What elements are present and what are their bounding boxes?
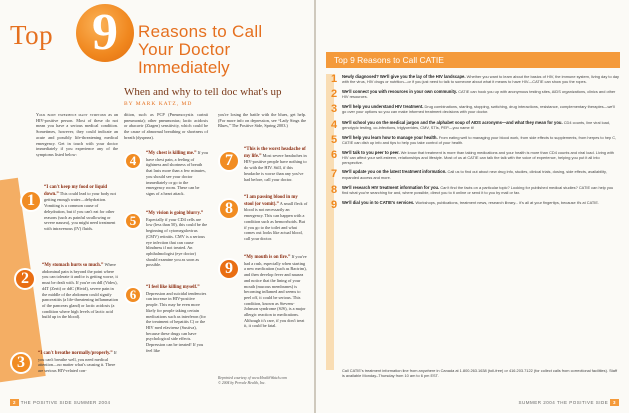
item-number: 2 [330,88,338,101]
list-item [326,89,620,100]
headline-number-badge: 9 [76,4,134,62]
reason-item [146,150,208,197]
item-number: 5 [330,133,338,146]
reason-item [44,184,120,232]
catie-contact-info: Call CATIE's treatment information line from anywhere in Canada at 1.800.263.1638 (toll-free) or 416.203.7122 (for collect calls from correctional facilities). Staff is available Monday–Thursday from 10 am to 6 pm EST. [342,368,618,379]
article-column-3 [218,112,306,132]
list-item [326,135,620,146]
reason-lead: “My mouth is on fire.” [244,255,291,260]
headline-line-3: Immediately [138,58,230,77]
item-number: 8 [330,183,338,196]
magazine-name: THE POSITIVE SIDE [20,400,72,405]
item-lead: We'll update you on the latest treatment information. [342,169,447,175]
right-folio [519,400,619,405]
reason-number-badge: 6 [124,286,142,304]
magazine-name: THE POSITIVE SIDE [556,400,609,405]
issue-date: SUMMER 2004 [73,400,111,405]
reason-lead: “I can't keep my food or liquid down.” [44,185,108,197]
headline-line-2: Your Doctor [138,40,231,59]
article-column-1 [36,112,118,161]
list-item [326,74,620,85]
list-item [326,185,620,196]
item-text: Workshops, publications, treatment news, research library... it's all at your fingertips, because it's at CATIE. [415,199,600,205]
item-text: We know that treatment is more than taking medications and your health is more than CD4 counts and viral load. Living with HIV can affect your self-esteem, relationships and lifestyle. Most of us at CATIE can talk the talk with the voice of experience, helping you put it all into perspective. [342,149,614,166]
reprint-credit-line: Reprinted courtesy of www.HealthWatch.com [218,376,287,380]
list-item [326,120,620,131]
byline: BY MARK KATZ, MD [124,101,193,107]
left-folio [10,400,110,405]
reason-number-badge: 2 [14,268,36,290]
catie-banner: Top 9 Reasons to Call CATIE [326,52,620,68]
item-lead: We'll connect you with resources in your own community. [342,89,458,95]
reason-number-badge: 7 [218,150,240,172]
list-item [326,169,620,180]
reason-lead: “I can't breathe normally/properly.” [38,351,113,356]
page-number: 3 [610,399,619,406]
catie-reasons-list [326,74,620,215]
item-number: 1 [330,73,338,85]
reason-item [146,284,208,353]
reason-text: Especially if your CD4 cells are low (less than 50), this could be the beginning of cytomegalovirus (CMV) retinitis. CMV is a serious eye infection that can cause blindness if not treated. An ophthalmologist (eye doctor) should examine you as soon as possible. [146,216,208,268]
copyright-line: © 2004 by Prevale Health, Inc. [218,381,266,385]
item-text: Whether you want to learn about the basics of HIV, the immune system, living day to day with the virus, HIV drugs or nutrition—or if you just need to talk to someone about what it means to have HIV—CATIE can show you the ropes. [342,74,619,85]
headline-line-1: Reasons to Call [138,22,263,41]
item-lead: We'll help you understand HIV treatment. [342,104,424,110]
reason-item [244,254,308,329]
reason-number-badge: 9 [218,258,240,280]
item-number: 9 [330,198,338,211]
reprint-credit [218,376,308,386]
reason-number-badge: 3 [10,352,32,374]
reason-text: If you've had a rash, especially when starting a new medication (such as Bactrim), and then develop fever and nausea and notice that the lining of your mouth (mucous membranes) is becoming inflamed and seems to peel off, it could be serious. This condition, known as Stevens-Johnson syndrome (SJS), is a major allergic reaction to medications. Although it's rare, if you don't treat it, it could be fatal. [244,254,307,329]
list-item [326,200,620,211]
item-text: CATIE can hook you up with anonymous testing sites, AIDS organizations, clinics and other HIV resources. [342,89,616,100]
reason-lead: “My stomach hurts so much.” [42,263,104,268]
reason-item [244,146,308,182]
item-text: Can't find the facts on a particular topic? Looking for published medical studies? CATIE can help you find what you're searching for and, where possible, direct you to it online or send it to you by mail or fax. [342,184,614,195]
item-number: 3 [330,103,338,116]
list-item [326,150,620,165]
reason-lead: “I feel like killing myself.” [146,285,200,290]
article-subtitle: When and why to tell doc what's up [124,86,282,98]
reason-text: This could lead to your body not getting enough water—dehydration. Vomiting is a common cause of dehydration, but if you can't eat for other reasons (such as painful swallowing or severe nausea), you might need treatment with intravenous (IV) fluids. [44,190,116,231]
reason-text: Depression and suicidal tendencies can increase in HIV-positive people. This may be even more likely for people taking certain medications such as interferon (for the treatment of hepatitis C) or the HIV med efavirenz (Sustiva), because these drugs can have psychological side effects. Depression can be treated! If you feel like [146,290,207,353]
item-text: CD4 counts, line viral load, genotypic testing, co-infections, triglycerides, CMV, STIs, PEP—you name it! [342,119,611,130]
item-text: From eating well to managing your blood work, from side effects to supplements, from herpes to hep C, CATIE can dish up info and tips to help you take control of your health. [342,134,617,145]
column-3-continuation: you're losing the battle with the blues, get help. (For more info on depression, see “Lady Sings the Blues,” The Positive Side, Spring 2003.) [218,112,306,129]
reason-text: If you can't breathe well, you need medical attention—no matter what's causing it. There are serious HIV-related con- [38,350,117,374]
reason-number-badge: 5 [124,212,142,230]
reason-text: A small fleck of blood is not necessarily an emergency. This can happen with a condition such as hemorrhoids. But if you go to the toilet and what comes out looks like actual blood, call your doctor. [244,200,308,241]
article-column-2 [124,112,208,144]
item-text: Drug combinations, starting, stopping, switching, drug interactions, resistance, complementary therapies—we'll go over your options so you can make informed treatment decisions with your doctor. [342,104,615,115]
item-number: 4 [330,118,338,131]
item-lead: We'll help you learn how to manage your health. [342,134,438,140]
reason-text: Most severe headaches in HIV-positive people have nothing to do with the HIV. Still, if this headache is worse than any you've had before, call your doctor. [244,152,307,182]
reason-lead: “My vision is going blurry.” [146,211,204,216]
reason-lead: “My chest is killing me.” [146,151,197,156]
headline-top: Top [10,20,54,50]
reason-lead: “I am passing blood in my stool (or vomit).” [244,195,298,207]
item-number: 7 [330,168,338,181]
item-lead: We'll school you on the medical jargon and the alphabet soup of AIDS acronyms—and what they mean for you. [342,119,563,125]
column-2-continuation: dition, such as PCP (Pneumocystis carinii pneumonia); other pneumonias; lactic acidosis or abacavir (Ziagen) sensitivity, which could be the cause of abnormal breathing or shortness of breath (dyspnea). [124,112,208,140]
item-lead: We'll research HIV treatment information for you. [342,184,440,190]
reason-item [146,210,208,268]
reason-item [38,350,120,374]
item-lead: We'll dial you in to CATIE's services. [342,199,415,205]
reason-item [42,262,120,320]
intro-text: as an HIV-positive person. Most of these do not mean you have a serious medical condition. Sometimes, however, they could indicate an acute and possibly life-threatening medical emergency. Get in touch with your doctor immediately if you experience any of the symptoms listed below: [36,112,118,157]
reason-text: Where abdominal pain is beyond the point where you can tolerate it and/or is getting worse, it must be dealt with. If you're on ddI (Videx), d4T (Zerit) or ddC (Hivid), severe pain in the middle of the abdomen could signify pancreatitis (a life-threatening inflammation of the pancreas gland) or lactic acidosis (a condition where high levels of lactic acid build up in the blood). [42,262,118,320]
list-item [326,104,620,115]
reason-number-badge: 4 [124,152,142,170]
page-number: 2 [10,399,19,406]
right-page [316,0,629,413]
item-text: Call us to find out about new drug info, studies, clinical trials, dosing, side effects, availability, expanded access and more. [342,169,607,180]
intro-lead: Your body experience many symptoms [36,112,107,117]
item-lead: Newly diagnosed? We'll give you the lay of the HIV landscape. [342,74,466,79]
reason-lead: “This is the worst headache of my life.” [244,147,306,159]
item-number: 6 [330,148,338,161]
reason-number-badge: 1 [20,190,42,212]
reason-number-badge: 8 [218,198,240,220]
left-page [0,0,314,413]
reason-text: If you have chest pain, a feeling of tightness and shortness of breath that lasts more than a few minutes, you should see your doctor immediately or go to the emergency room. These can be signs of a heart attack. [146,150,208,196]
reason-item [244,194,308,242]
issue-date: SUMMER 2004 [518,400,556,405]
item-lead: We'll talk to you peer to peer. [342,149,400,155]
